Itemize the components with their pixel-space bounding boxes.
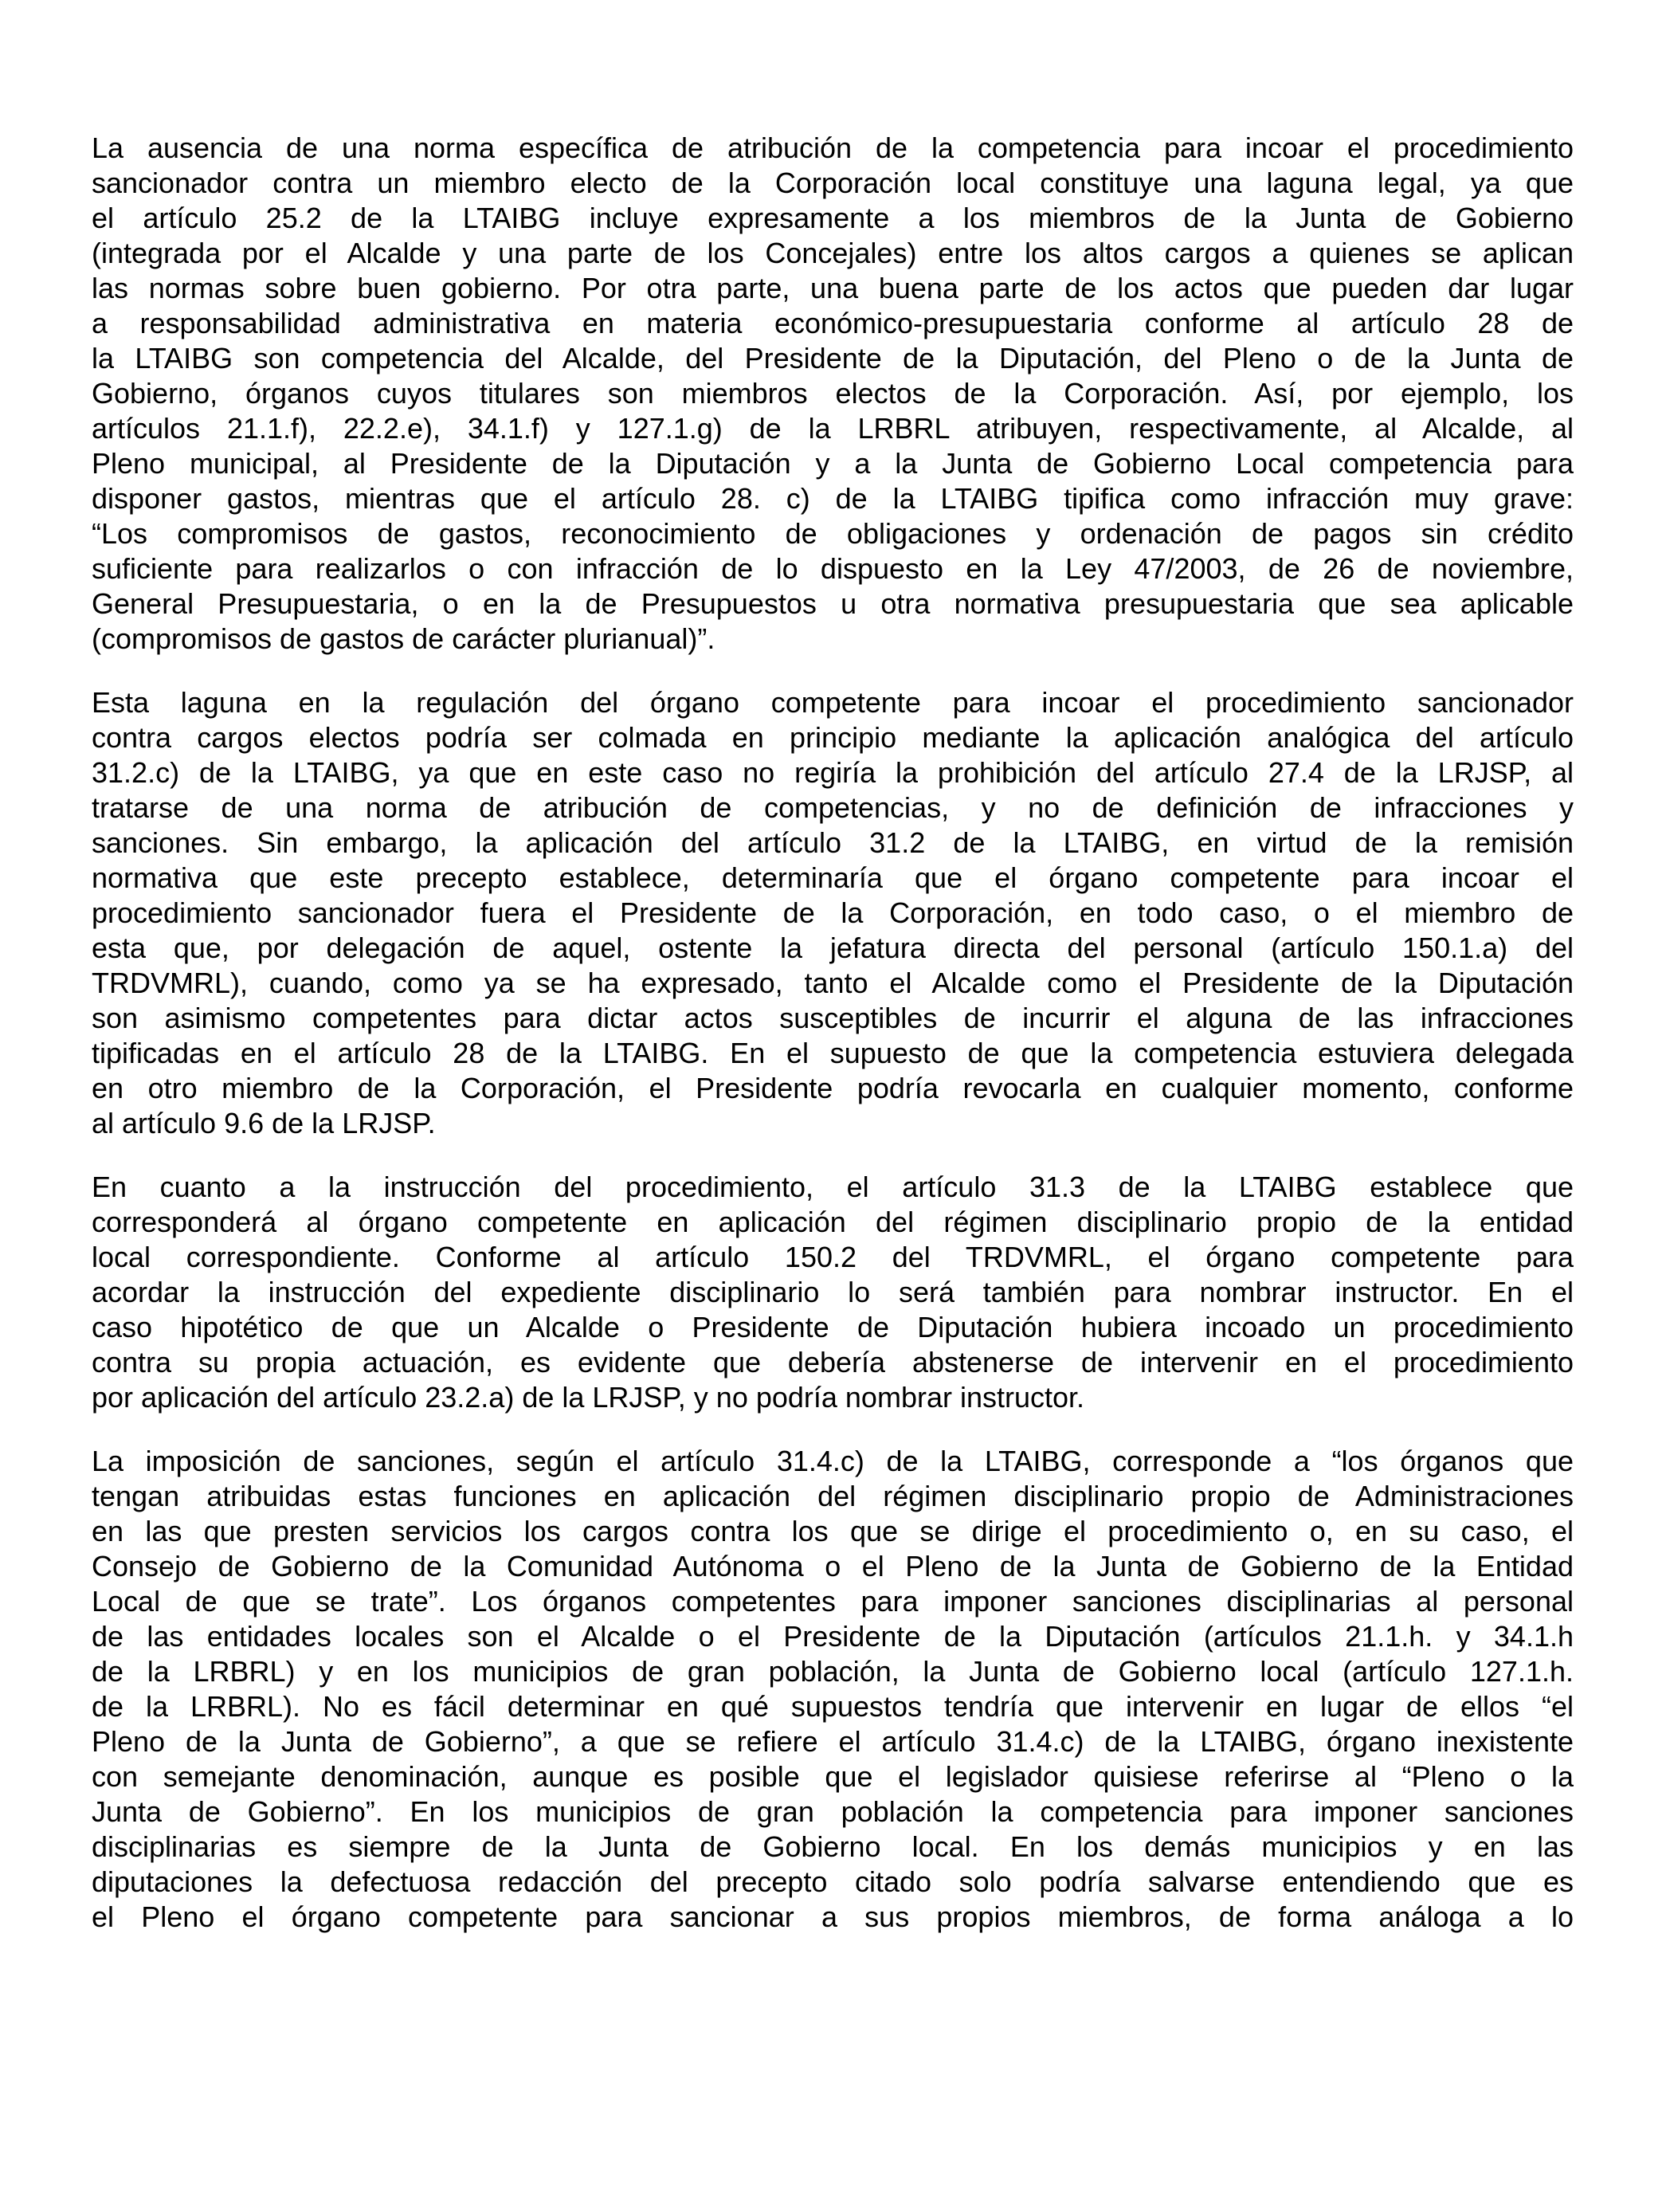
text-line: el artículo 25.2 de la LTAIBG incluye expresamente a los miembros de la Junta de Gobierno: [92, 202, 1574, 234]
text-line: Gobierno, órganos cuyos titulares son miembros electos de la Corporación. Así, por ejemplo, los: [92, 377, 1574, 410]
text-line: procedimiento sancionador fuera el Presidente de la Corporación, en todo caso, o el miembro de: [92, 896, 1574, 929]
text-line: con semejante denominación, aunque es posible que el legislador quisiese referirse al “Pleno o la: [92, 1760, 1574, 1793]
text-line: las normas sobre buen gobierno. Por otra parte, una buena parte de los actos que pueden dar lugar: [92, 272, 1574, 304]
text-line: Junta de Gobierno”. En los municipios de gran población la competencia para imponer sanciones: [92, 1795, 1574, 1828]
text-line: Consejo de Gobierno de la Comunidad Autónoma o el Pleno de la Junta de Gobierno de la Entidad: [92, 1550, 1574, 1583]
text-line: “Los compromisos de gastos, reconocimiento de obligaciones y ordenación de pagos sin crédito: [92, 517, 1574, 550]
text-line: sanciones. Sin embargo, la aplicación del artículo 31.2 de la LTAIBG, en virtud de la remisión: [92, 826, 1574, 859]
text-line: En cuanto a la instrucción del procedimiento, el artículo 31.3 de la LTAIBG establece que: [92, 1171, 1574, 1203]
text-line: disponer gastos, mientras que el artículo 28. c) de la LTAIBG tipifica como infracción muy grave:: [92, 482, 1574, 515]
text-line: (integrada por el Alcalde y una parte de los Concejales) entre los altos cargos a quienes se aplican: [92, 237, 1574, 269]
text-line: Pleno de la Junta de Gobierno”, a que se refiere el artículo 31.4.c) de la LTAIBG, órgano inexistente: [92, 1725, 1574, 1758]
text-line: por aplicación del artículo 23.2.a) de la LRJSP, y no podría nombrar instructor.: [92, 1381, 1085, 1414]
text-line: de la LRBRL). No es fácil determinar en qué supuestos tendría que intervenir en lugar de ellos “el: [92, 1690, 1574, 1723]
text-line: disciplinarias es siempre de la Junta de Gobierno local. En los demás municipios y en las: [92, 1830, 1574, 1863]
text-line: son asimismo competentes para dictar actos susceptibles de incurrir el alguna de las infracciones: [92, 1002, 1574, 1034]
text-line: contra cargos electos podría ser colmada en principio mediante la aplicación analógica del artículo: [92, 721, 1574, 754]
text-line: TRDVMRL), cuando, como ya se ha expresado, tanto el Alcalde como el Presidente de la Diputación: [92, 967, 1574, 999]
text-line: artículos 21.1.f), 22.2.e), 34.1.f) y 127.1.g) de la LRBRL atribuyen, respectivamente, al Alcalde, al: [92, 412, 1574, 445]
text-line: tratarse de una norma de atribución de competencias, y no de definición de infracciones y: [92, 791, 1574, 824]
text-line: caso hipotético de que un Alcalde o Presidente de Diputación hubiera incoado un procedimiento: [92, 1311, 1574, 1343]
text-line: tipificadas en el artículo 28 de la LTAIBG. En el supuesto de que la competencia estuviera delegada: [92, 1037, 1574, 1069]
text-line: de la LRBRL) y en los municipios de gran población, la Junta de Gobierno local (artículo 127.1.h.: [92, 1655, 1574, 1688]
text-line: al artículo 9.6 de la LRJSP.: [92, 1107, 436, 1139]
text-line: Pleno municipal, al Presidente de la Diputación y a la Junta de Gobierno Local competencia para: [92, 447, 1574, 480]
text-line: esta que, por delegación de aquel, ostente la jefatura directa del personal (artículo 150.1.a) del: [92, 931, 1574, 964]
text-line: 31.2.c) de la LTAIBG, ya que en este caso no regiría la prohibición del artículo 27.4 de la LRJSP, al: [92, 756, 1574, 789]
text-line: el Pleno el órgano competente para sancionar a sus propios miembros, de forma análoga a lo: [92, 1900, 1574, 1933]
paragraph: [92, 1444, 1574, 1935]
text-line: La ausencia de una norma específica de atribución de la competencia para incoar el procedimiento: [92, 131, 1574, 164]
text-line: corresponderá al órgano competente en aplicación del régimen disciplinario propio de la entidad: [92, 1206, 1574, 1238]
text-line: de las entidades locales son el Alcalde o el Presidente de la Diputación (artículos 21.1.h. y 34.1.h: [92, 1620, 1574, 1653]
text-line: local correspondiente. Conforme al artículo 150.2 del TRDVMRL, el órgano competente para: [92, 1241, 1574, 1273]
text-line: tengan atribuidas estas funciones en aplicación del régimen disciplinario propio de Administraciones: [92, 1480, 1574, 1512]
paragraph: [92, 685, 1574, 1141]
text-line: La imposición de sanciones, según el artículo 31.4.c) de la LTAIBG, corresponde a “los órganos que: [92, 1445, 1574, 1477]
text-line: acordar la instrucción del expediente disciplinario lo será también para nombrar instructor. En el: [92, 1276, 1574, 1308]
document-body: [92, 131, 1574, 1935]
text-line: Local de que se trate”. Los órganos competentes para imponer sanciones disciplinarias al personal: [92, 1585, 1574, 1618]
text-line: diputaciones la defectuosa redacción del precepto citado solo podría salvarse entendiendo que es: [92, 1865, 1574, 1898]
text-line: la LTAIBG son competencia del Alcalde, del Presidente de la Diputación, del Pleno o de la Junta de: [92, 342, 1574, 375]
text-line: normativa que este precepto establece, determinaría que el órgano competente para incoar el: [92, 861, 1574, 894]
text-line: suficiente para realizarlos o con infracción de lo dispuesto en la Ley 47/2003, de 26 de noviembre,: [92, 552, 1574, 585]
text-line: contra su propia actuación, es evidente que debería abstenerse de intervenir en el procedimiento: [92, 1346, 1574, 1379]
text-line: (compromisos de gastos de carácter plurianual)”.: [92, 622, 715, 655]
text-line: General Presupuestaria, o en la de Presupuestos u otra normativa presupuestaria que sea aplicable: [92, 587, 1574, 620]
text-line: en las que presten servicios los cargos contra los que se dirige el procedimiento o, en su caso, el: [92, 1515, 1574, 1547]
paragraph: [92, 1170, 1574, 1415]
text-line: sancionador contra un miembro electo de la Corporación local constituye una laguna legal, ya que: [92, 167, 1574, 199]
text-line: en otro miembro de la Corporación, el Presidente podría revocarla en cualquier momento, conforme: [92, 1072, 1574, 1104]
text-line: Esta laguna en la regulación del órgano competente para incoar el procedimiento sancionador: [92, 686, 1574, 719]
text-line: a responsabilidad administrativa en materia económico-presupuestaria conforme al artículo 28 de: [92, 307, 1574, 339]
paragraph: [92, 131, 1574, 657]
